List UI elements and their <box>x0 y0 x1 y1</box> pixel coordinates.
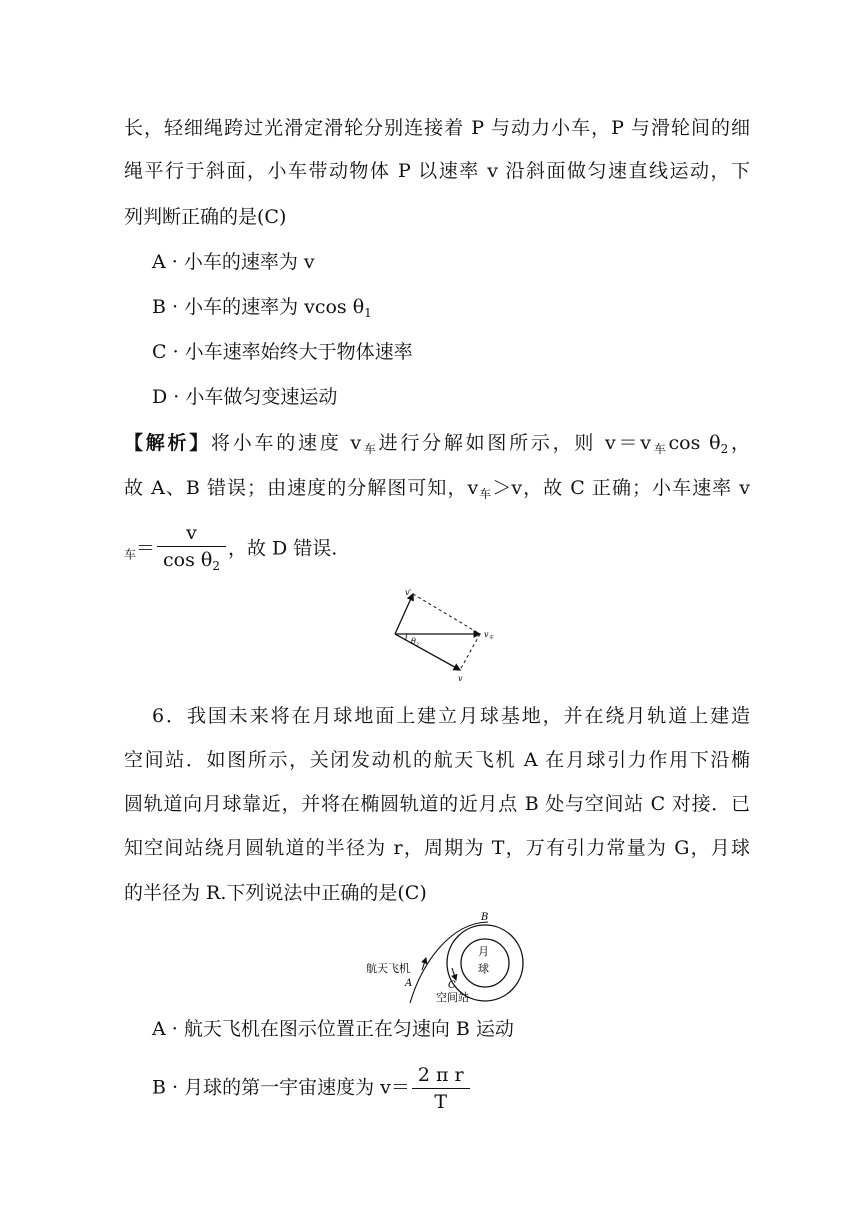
analysis-line-3: $_车$＝ $\frac{v}{\cos \theta_2}$ ，故 D 错误. <box>124 520 750 579</box>
label-station: 空间站 <box>436 991 469 1004</box>
shuttle-arrow <box>422 958 426 970</box>
label-b: B <box>481 912 489 923</box>
problem6-option-a: A · 航天飞机在图示位置正在匀速向 B 运动 <box>152 1018 514 1040</box>
velocity-fraction: $\frac{v}{\cos \theta_2}$ <box>157 520 226 579</box>
problem5-stem-line-3: 列判断正确的是(C) <box>124 206 287 228</box>
problem5-option-a: A · 小车的速率为 v <box>152 251 315 273</box>
velocity-decomposition-figure <box>385 582 505 684</box>
label-shuttle: 航天飞机 <box>366 962 410 975</box>
problem6-stem-line-1: 6．我国未来将在月球地面上建立月球基地，并在绕月轨道上建造 <box>152 705 750 727</box>
problem6-stem-line-2: 空间站．如图所示，关闭发动机的航天飞机 A 在月球引力作用下沿椭 <box>124 749 750 771</box>
theta-arc <box>406 634 407 640</box>
first-cosmic-velocity-fraction: $\frac{\text{2 π r}}{T}$ <box>412 1062 470 1115</box>
label-moon-2: 球 <box>478 962 489 975</box>
label-v-prime: v′ <box>405 588 412 597</box>
analysis-tag: 【解析】 <box>124 432 212 454</box>
v-prime-arrow <box>395 594 413 634</box>
label-moon-1: 月 <box>478 945 489 958</box>
dashed-line-top <box>413 594 480 634</box>
label-c: C <box>448 980 456 991</box>
analysis-line-2: 故 A、B 错误；由速度的分解图可知，$v_车>v$，故 C 正确；小车速率 v <box>124 477 751 501</box>
problem5-stem-line-1: 长，轻细绳跨过光滑定滑轮分别连接着 P 与动力小车，P 与滑轮间的细 <box>124 117 750 139</box>
label-v: v <box>458 674 463 683</box>
moon-orbit-figure <box>360 908 530 1006</box>
problem5-stem-line-2: 绳平行于斜面，小车带动物体 P 以速率 v 沿斜面做匀速直线运动，下 <box>124 160 750 182</box>
label-v-car: $v_车$ <box>484 630 494 641</box>
problem6-stem-line-5: 的半径为 R.下列说法中正确的是(C) <box>124 882 427 904</box>
label-a: A <box>405 978 413 989</box>
dashed-line-right <box>460 634 480 670</box>
station-arrow <box>452 968 456 980</box>
problem6-option-b: B · 月球的第一宇宙速度为 v＝ $\frac{\text{2 π r}}{T}$ <box>152 1062 750 1115</box>
problem5-option-d: D · 小车做匀变速运动 <box>152 386 338 408</box>
v-arrow <box>395 634 460 670</box>
problem6-stem-line-4: 知空间站绕月圆轨道的半径为 r，周期为 T，万有引力常量为 G，月球 <box>124 837 750 859</box>
analysis-line-1: 【解析】将小车的速度 $v_车$进行分解如图所示，则 $v=v_车\cos$ $\theta_2$， <box>124 432 750 456</box>
problem5-option-c: C · 小车速率始终大于物体速率 <box>152 341 413 363</box>
label-theta: $\theta_2$ <box>411 637 420 648</box>
problem5-option-b: B · 小车的速率为 vcos $\theta_1$ <box>152 296 372 320</box>
problem6-stem-line-3: 圆轨道向月球靠近，并将在椭圆轨道的近月点 B 处与空间站 C 对接．已 <box>124 793 750 815</box>
